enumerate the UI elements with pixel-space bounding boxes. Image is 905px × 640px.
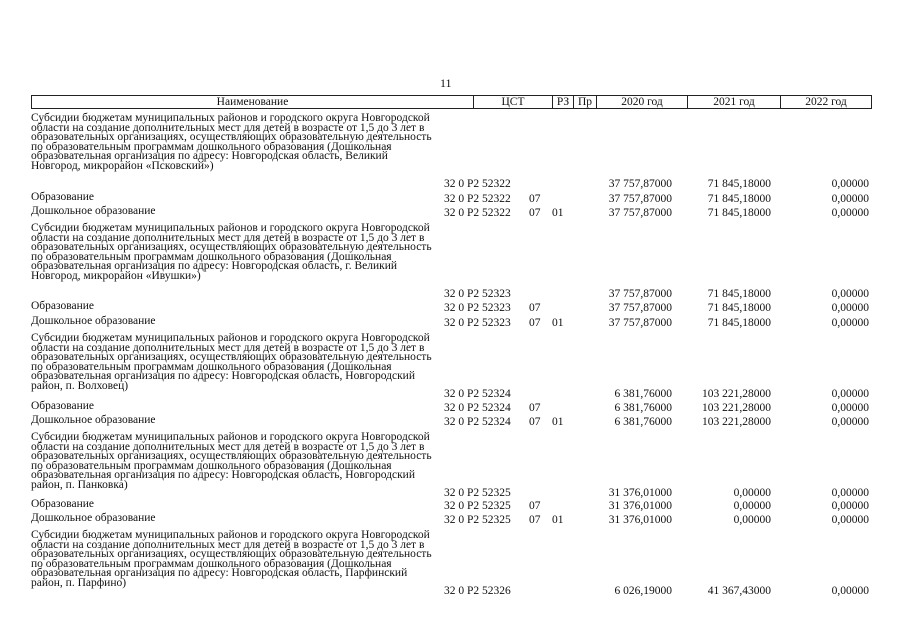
table-header [31,95,872,109]
table-row [31,114,872,190]
row-2022: 0,00000 [831,500,869,512]
table-row [31,193,872,205]
row-cst: 32 0 P2 52325 [444,487,511,499]
row-cst: 32 0 P2 52323 [444,317,511,329]
row-2021: 71 845,18000 [707,317,771,329]
row-name: Субсидии бюджетам муниципальных районов и городского округа Новгородской области на создание дополнительных мест для детей в возрасте от 1,5 до 3 лет в образовательных организациях, осуществляющих образовательную деятельность по образовательным программам дошкольного образования (Дошкольная образовательная организация по адресу: Новгородская область, Великий Новгород, микрорайон «Псковский») [31,112,432,172]
header-rz: РЗ [556,96,570,108]
row-2020: 31 376,01000 [608,487,672,499]
row-cst: 32 0 P2 52325 [444,500,511,512]
header-cst: ЦСТ [501,96,525,108]
row-name: Субсидии бюджетам муниципальных районов и городского округа Новгородской области на создание дополнительных мест для детей в возрасте от 1,5 до 3 лет в образовательных организациях, осуществляющих образовательную деятельность по образовательным программам дошкольного образования (Дошкольная образовательная организация по адресу: Новгородская область, г. Великий Новгород, микрорайон «Ивушки») [31,222,432,282]
row-2021: 0,00000 [733,500,771,512]
table-row [31,207,872,219]
row-name: Субсидии бюджетам муниципальных районов и городского округа Новгородской области на создание дополнительных мест для детей в возрасте от 1,5 до 3 лет в образовательных организациях, осуществляющих образовательную деятельность по образовательным программам дошкольного образования (Дошкольная образовательная организация по адресу: Новгородская область, Новгородский район, п. Панковка) [31,431,432,491]
row-rz: 07 [529,317,541,329]
table-row [31,514,872,526]
table-row [31,433,872,499]
row-2022: 0,00000 [831,402,869,414]
row-2020: 31 376,01000 [608,500,672,512]
row-rz: 07 [529,193,541,205]
row-pr: 01 [552,207,564,219]
row-rz: 07 [529,402,541,414]
row-rz: 07 [529,514,541,526]
row-name: Дошкольное образование [31,414,156,426]
row-name: Дошкольное образование [31,315,156,327]
header-2022: 2022 год [805,96,847,108]
row-2020: 6 381,76000 [614,388,672,400]
header-name: Наименование [216,96,289,108]
row-2021: 103 221,28000 [702,388,771,400]
row-cst: 32 0 P2 52324 [444,416,511,428]
row-name: Образование [31,300,95,312]
table-row [31,334,872,400]
row-2021: 41 367,43000 [707,585,771,597]
row-2021: 71 845,18000 [707,288,771,300]
row-rz: 07 [529,500,541,512]
row-2022: 0,00000 [831,207,869,219]
row-pr: 01 [552,514,564,526]
row-rz: 07 [529,207,541,219]
row-2021: 103 221,28000 [702,416,771,428]
table-row [31,531,872,597]
row-2022: 0,00000 [831,302,869,314]
row-cst: 32 0 P2 52323 [444,288,511,300]
row-name: Образование [31,498,95,510]
row-pr: 01 [552,416,564,428]
row-rz: 07 [529,416,541,428]
row-cst: 32 0 P2 52322 [444,207,511,219]
row-cst: 32 0 P2 52324 [444,402,511,414]
header-pr: Пр [577,96,593,108]
row-2021: 71 845,18000 [707,178,771,190]
row-cst: 32 0 P2 52325 [444,514,511,526]
row-2021: 71 845,18000 [707,193,771,205]
row-cst: 32 0 P2 52322 [444,193,511,205]
row-2020: 37 757,87000 [608,317,672,329]
table-row [31,317,872,329]
row-2020: 37 757,87000 [608,193,672,205]
row-rz: 07 [529,302,541,314]
row-name: Дошкольное образование [31,512,156,524]
row-2020: 37 757,87000 [608,302,672,314]
row-2022: 0,00000 [831,514,869,526]
row-2020: 6 026,19000 [614,585,672,597]
row-name: Образование [31,400,95,412]
row-2022: 0,00000 [831,487,869,499]
row-name: Субсидии бюджетам муниципальных районов и городского округа Новгородской области на создание дополнительных мест для детей в возрасте от 1,5 до 3 лет в образовательных организациях, осуществляющих образовательную деятельность по образовательным программам дошкольного образования (Дошкольная образовательная организация по адресу: Новгородская область, Парфинский район, п. Парфино) [31,529,432,589]
header-2021: 2021 год [713,96,755,108]
row-2020: 31 376,01000 [608,514,672,526]
table-row [31,302,872,314]
row-name: Образование [31,191,95,203]
row-2022: 0,00000 [831,178,869,190]
row-2020: 37 757,87000 [608,288,672,300]
row-2022: 0,00000 [831,193,869,205]
table-row [31,402,872,414]
row-2020: 37 757,87000 [608,207,672,219]
table-row [31,500,872,512]
row-2020: 6 381,76000 [614,402,672,414]
row-cst: 32 0 P2 52323 [444,302,511,314]
row-2021: 0,00000 [733,487,771,499]
page-number: 11 [440,76,452,90]
row-2022: 0,00000 [831,388,869,400]
row-2021: 103 221,28000 [702,402,771,414]
row-2022: 0,00000 [831,585,869,597]
row-cst: 32 0 P2 52326 [444,585,511,597]
row-2022: 0,00000 [831,416,869,428]
table-row [31,224,872,300]
row-name: Дошкольное образование [31,205,156,217]
row-pr: 01 [552,317,564,329]
table-row [31,416,872,428]
row-2021: 71 845,18000 [707,302,771,314]
row-name: Субсидии бюджетам муниципальных районов и городского округа Новгородской области на создание дополнительных мест для детей в возрасте от 1,5 до 3 лет в образовательных организациях, осуществляющих образовательную деятельность по образовательным программам дошкольного образования (Дошкольная образовательная организация по адресу: Новгородская область, Новгородский район, п. Волховец) [31,332,432,392]
row-cst: 32 0 P2 52324 [444,388,511,400]
row-2021: 0,00000 [733,514,771,526]
row-cst: 32 0 P2 52322 [444,178,511,190]
row-2020: 6 381,76000 [614,416,672,428]
row-2021: 71 845,18000 [707,207,771,219]
row-2022: 0,00000 [831,317,869,329]
row-2020: 37 757,87000 [608,178,672,190]
header-2020: 2020 год [621,96,663,108]
row-2022: 0,00000 [831,288,869,300]
